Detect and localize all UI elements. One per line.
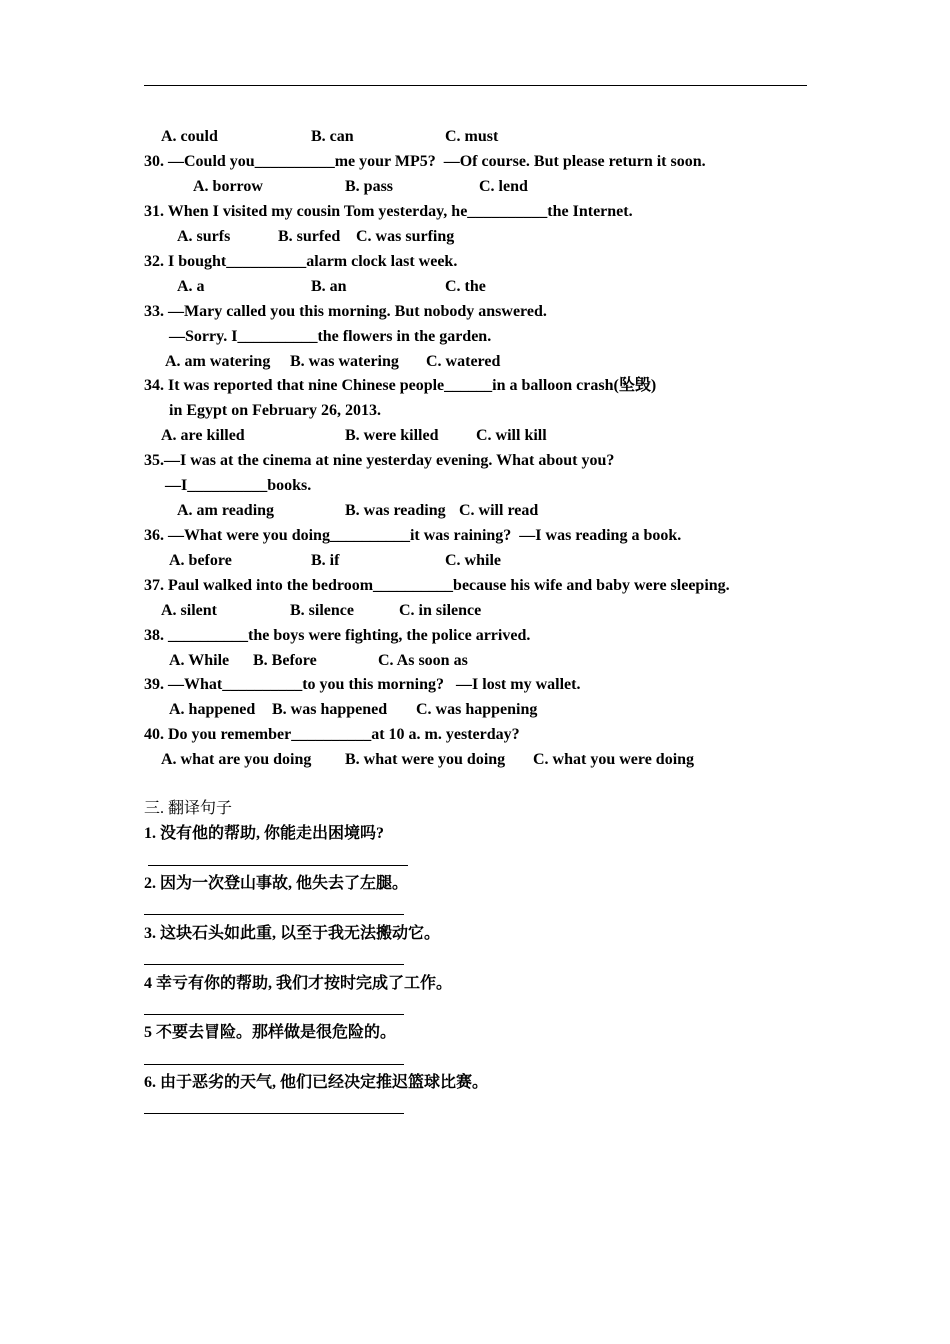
q37-option-b: B. silence <box>290 602 354 619</box>
q32-stem: 32. I bought__________alarm clock last week. <box>144 253 458 270</box>
translation-heading: 三. 翻译句子 <box>144 800 233 817</box>
q31-option-b: B. surfed <box>278 228 341 245</box>
q33-option-b: B. was watering <box>290 353 399 370</box>
q36-option-b: B. if <box>311 552 340 569</box>
q40-option-b: B. what were you doing <box>345 751 506 768</box>
q38-option-b: B. Before <box>253 652 317 669</box>
q35-option-b: B. was reading <box>345 502 446 519</box>
q38-option-c: C. As soon as <box>378 652 468 669</box>
q34-option-a: A. are killed <box>161 427 245 444</box>
q37-option-c: C. in silence <box>399 602 482 619</box>
q39-option-a: A. happened <box>169 701 256 718</box>
q36-option-a: A. before <box>169 552 232 569</box>
q32-option-c: C. the <box>445 278 486 295</box>
answer-line-3[interactable] <box>144 964 404 965</box>
answer-line-6[interactable] <box>144 1113 404 1114</box>
header-rule <box>144 85 807 86</box>
q29-option-b: B. can <box>311 128 354 145</box>
q35-option-c: C. will read <box>459 502 539 519</box>
q30-option-b: B. pass <box>345 178 394 195</box>
answer-line-5[interactable] <box>144 1064 404 1065</box>
q32-option-a: A. a <box>177 278 205 295</box>
q30-stem: 30. —Could you__________me your MP5? —Of course. But please return it soon. <box>144 153 706 170</box>
q34-option-c: C. will kill <box>476 427 547 444</box>
q35-stem: 35.—I was at the cinema at nine yesterday evening. What about you? <box>144 452 615 469</box>
q36-option-c: C. while <box>445 552 501 569</box>
q30-option-c: C. lend <box>479 178 528 195</box>
translation-item-5: 5 不要去冒险。那样做是很危险的。 <box>144 1024 397 1041</box>
q40-option-c: C. what you were doing <box>533 751 695 768</box>
q32-option-b: B. an <box>311 278 347 295</box>
translation-item-6: 6. 由于恶劣的天气, 他们已经决定推迟篮球比赛。 <box>144 1074 489 1091</box>
q31-option-c: C. was surfing <box>356 228 455 245</box>
q39-option-c: C. was happening <box>416 701 538 718</box>
q31-option-a: A. surfs <box>177 228 231 245</box>
q29-option-c: C. must <box>445 128 499 145</box>
q30-option-a: A. borrow <box>193 178 263 195</box>
q37-stem: 37. Paul walked into the bedroom__________because his wife and baby were sleeping. <box>144 577 730 594</box>
answer-line-1[interactable] <box>148 865 408 866</box>
q34-option-b: B. were killed <box>345 427 439 444</box>
q37-option-a: A. silent <box>161 602 217 619</box>
q39-stem: 39. —What__________to you this morning? —I lost my wallet. <box>144 676 581 693</box>
q38-option-a: A. While <box>169 652 230 669</box>
q38-stem: 38. __________the boys were fighting, the police arrived. <box>144 627 531 644</box>
q31-stem: 31. When I visited my cousin Tom yesterday, he__________the Internet. <box>144 203 633 220</box>
q35-stem-reply: —I__________books. <box>165 477 312 494</box>
translation-item-3: 3. 这块石头如此重, 以至于我无法搬动它。 <box>144 925 441 942</box>
q34-stem-cont: in Egypt on February 26, 2013. <box>169 402 382 419</box>
answer-line-2[interactable] <box>144 914 404 915</box>
q33-option-a: A. am watering <box>165 353 271 370</box>
q33-option-c: C. watered <box>426 353 501 370</box>
q40-option-a: A. what are you doing <box>161 751 312 768</box>
q35-option-a: A. am reading <box>177 502 275 519</box>
translation-item-1: 1. 没有他的帮助, 你能走出困境吗? <box>144 825 385 842</box>
translation-item-2: 2. 因为一次登山事故, 他失去了左腿。 <box>144 875 409 892</box>
q40-stem: 40. Do you remember__________at 10 a. m. yesterday? <box>144 726 520 743</box>
q33-stem: 33. —Mary called you this morning. But nobody answered. <box>144 303 547 320</box>
q34-stem: 34. It was reported that nine Chinese people______in a balloon crash(坠毁) <box>144 377 657 394</box>
q39-option-b: B. was happened <box>272 701 388 718</box>
q29-option-a: A. could <box>161 128 218 145</box>
q36-stem: 36. —What were you doing__________it was raining? —I was reading a book. <box>144 527 682 544</box>
q33-stem-reply: —Sorry. I__________the flowers in the garden. <box>169 328 492 345</box>
translation-item-4: 4 幸亏有你的帮助, 我们才按时完成了工作。 <box>144 975 453 992</box>
answer-line-4[interactable] <box>144 1014 404 1015</box>
